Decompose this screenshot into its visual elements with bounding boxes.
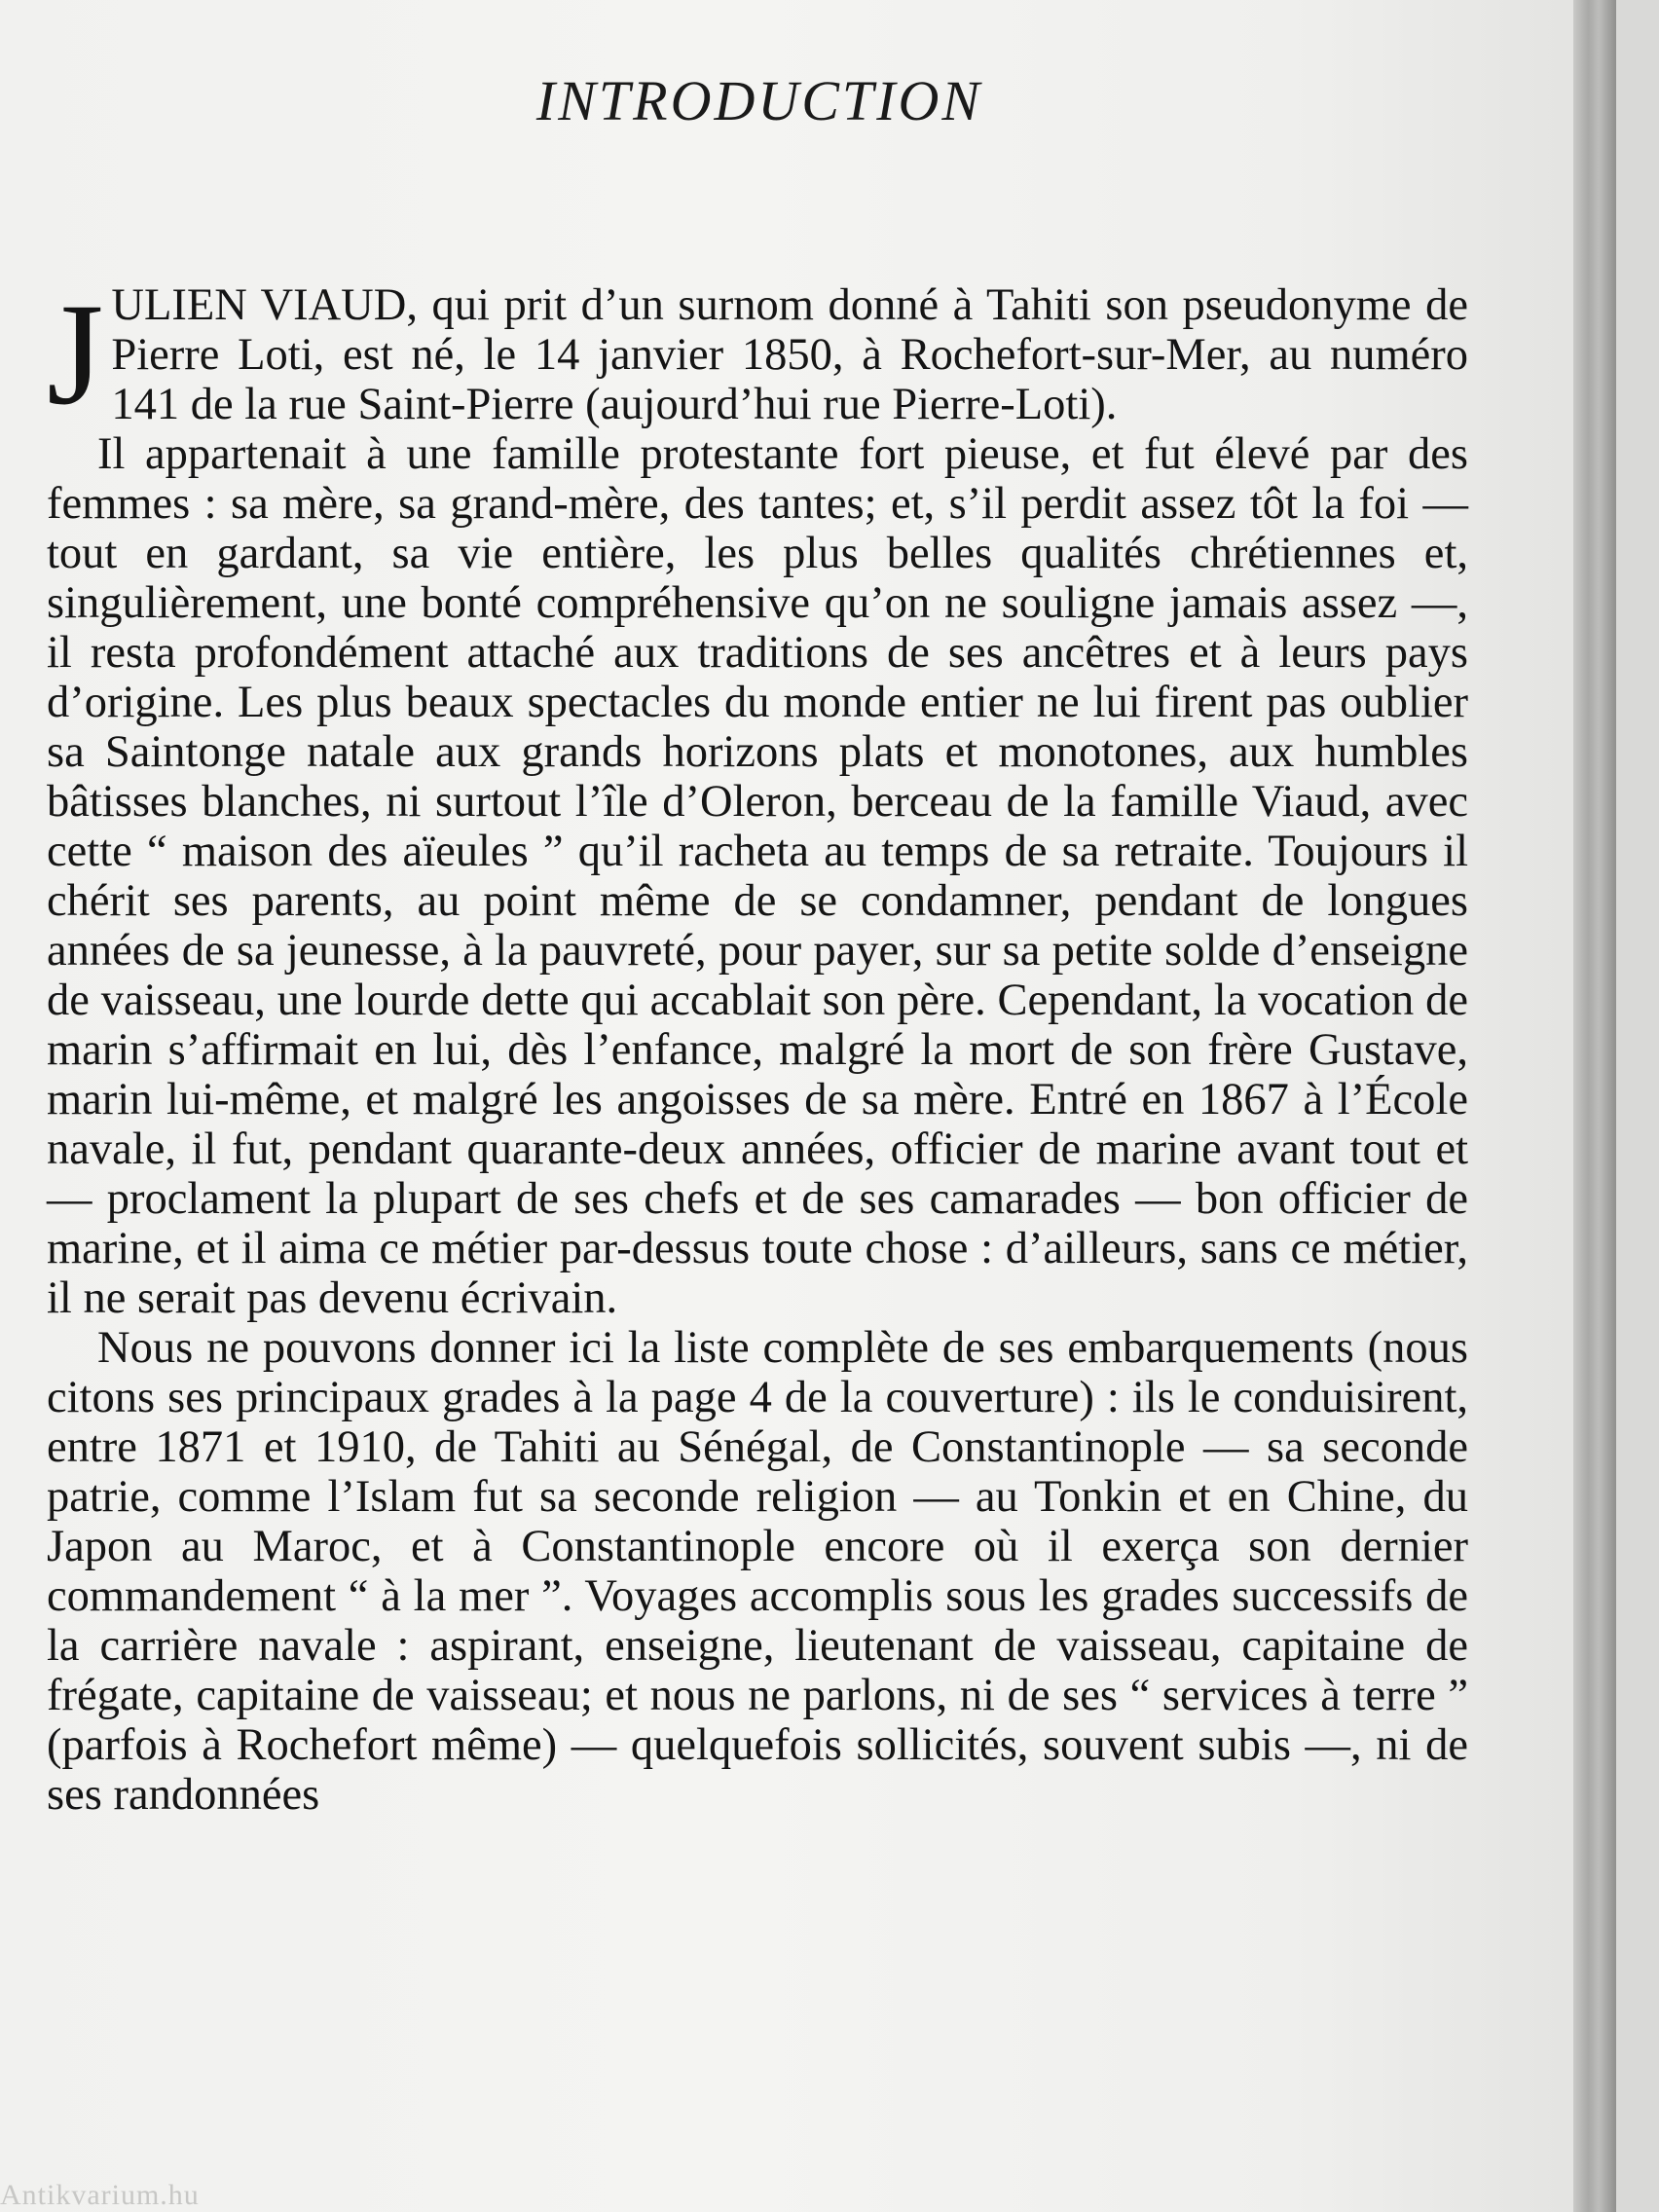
- paragraph-1: [47, 274, 1468, 435]
- drop-cap: J: [47, 274, 104, 435]
- paragraph-1-text: , qui prit d’un surnom donné à Tahiti son pseudonyme de Pierre Loti, est né, le 14 janvier 1850, à Rochefort-sur-Mer, au numéro 141 de la rue Saint-Pierre (aujourd’hui rue Pierre-Loti).: [111, 280, 1468, 429]
- paragraph-2: Il appartenait à une famille protestante fort pieuse, et fut élevé par des femmes : sa mère, sa grand-mère, des tantes; et, s’il perdit assez tôt la foi — tout en gardant, sa vie entière, les plus belles qualités chrétiennes et, singulièrement, une bonté compréhensive qu’on ne souligne jamais assez —, il resta profondément attaché aux traditions de ses ancêtres et à leurs pays d’origine. Les plus beaux spectacles du monde entier ne lui firent pas oublier sa Saintonge natale aux grands horizons plats et monotones, aux humbles bâtisses blanches, ni surtout l’île d’Oleron, berceau de la famille Viaud, avec cette “ maison des aïeules ” qu’il racheta au temps de sa retraite. Toujours il chérit ses parents, au point même de se condamner, pendant de longues années de sa jeunesse, à la pauvreté, pour payer, sur sa petite solde d’enseigne de vaisseau, une lourde dette qui accablait son père. Cependant, la vocation de marin s’affirmait en lui, dès l’enfance, malgré la mort de son frère Gustave, marin lui-même, et malgré les angoisses de sa mère. Entré en 1867 à l’École navale, il fut, pendant quarante-deux années, officier de marine avant tout et — proclament la plupart de ses chefs et de ses camarades — bon officier de marine, et il aima ce métier par-dessus toute chose : d’ailleurs, sans ce métier, il ne serait pas devenu écrivain.: [47, 429, 1468, 1323]
- paragraph-3: Nous ne pouvons donner ici la liste complète de ses embarquements (nous citons ses principaux grades à la page 4 de la couverture) : ils le conduisirent, entre 1871 et 1910, de Tahiti au Sénégal, de Constantinople — sa seconde patrie, comme l’Islam fut sa seconde religion — au Tonkin et en Chine, du Japon au Maroc, et à Constantinople encore où il exerça son dernier commandement “ à la mer ”. Voyages accomplis sous les grades successifs de la carrière navale : aspirant, enseigne, lieutenant de vaisseau, capitaine de frégate, capitaine de vaisseau; et nous ne parlons, ni de ses “ services à terre ” (parfois à Rochefort même) — quelquefois sollicités, souvent subis —, ni de ses randonnées: [47, 1323, 1468, 1820]
- page-title: INTRODUCTION: [535, 69, 983, 132]
- body-text: [47, 274, 1468, 1820]
- page-gutter: [1573, 0, 1616, 2212]
- watermark: Antikvarium.hu: [0, 2179, 200, 2211]
- author-name: ULIEN VIAUD: [111, 280, 407, 330]
